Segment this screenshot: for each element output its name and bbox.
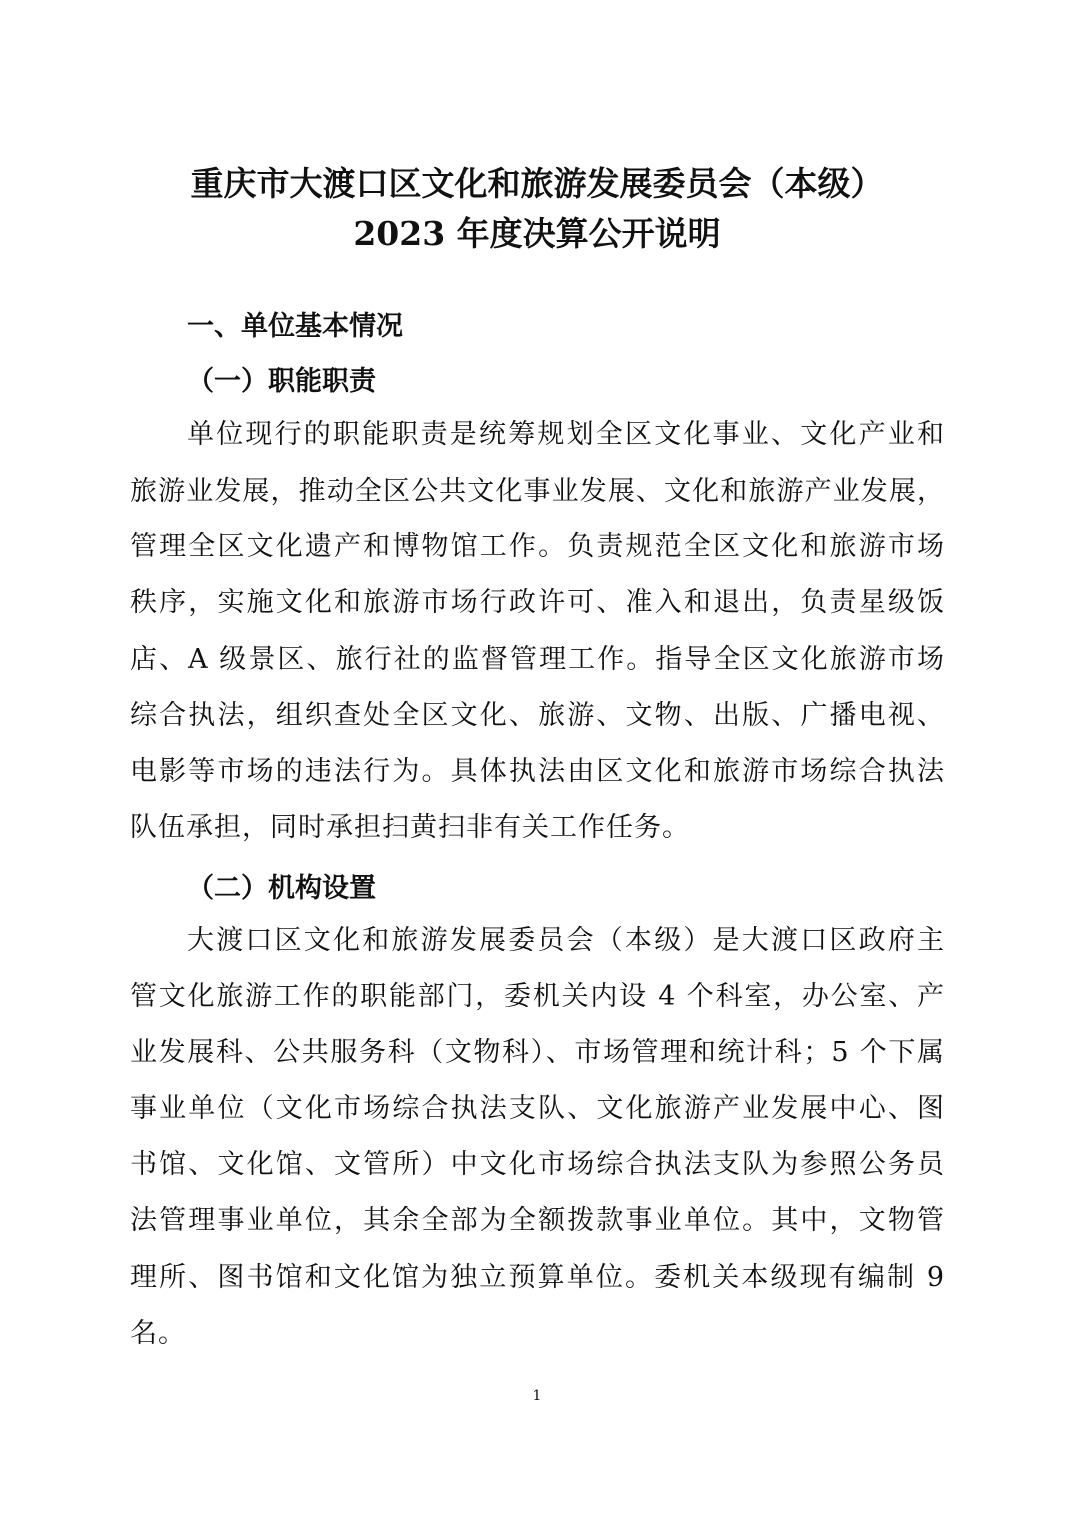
- text-line: 管理全区文化遗产和博物馆工作。负责规范全区文化和旅游市场: [130, 531, 945, 562]
- document-title-line-1: 重庆市大渡口区文化和旅游发展委员会（本级）: [190, 164, 884, 203]
- text-line: 管文化旅游工作的职能部门，委机关内设 4 个科室，办公室、产: [130, 981, 945, 1012]
- section-heading: 一、单位基本情况: [187, 311, 403, 342]
- text-line: 店、A 级景区、旅行社的监督管理工作。指导全区文化旅游市场: [130, 644, 945, 675]
- subsection-heading-organization: （二）机构设置: [187, 873, 376, 904]
- text-line: 法管理事业单位，其余全部为全额拨款事业单位。其中，文物管: [130, 1205, 945, 1236]
- text-line: 大渡口区文化和旅游发展委员会（本级）是大渡口区政府主: [187, 925, 945, 956]
- text-line: 电影等市场的违法行为。具体执法由区文化和旅游市场综合执法: [130, 756, 945, 787]
- text-line: 名。: [130, 1318, 186, 1349]
- text-line: 事业单位（文化市场综合执法支队、文化旅游产业发展中心、图: [130, 1093, 945, 1124]
- text-line: 业发展科、公共服务科（文物科）、市场管理和统计科；5 个下属: [130, 1037, 945, 1068]
- text-line: 队伍承担，同时承担扫黄扫非有关工作任务。: [130, 812, 690, 843]
- subsection-heading-functions: （一）职能职责: [187, 366, 376, 397]
- page-number: 1: [532, 1388, 542, 1404]
- text-line: 秩序，实施文化和旅游市场行政许可、准入和退出，负责星级饭: [130, 587, 945, 618]
- document-title-line-2: 2023 年度决算公开说明: [353, 214, 721, 253]
- text-line: 综合执法，组织查处全区文化、旅游、文物、出版、广播电视、: [130, 700, 945, 731]
- text-line: 书馆、文化馆、文管所）中文化市场综合执法支队为参照公务员: [130, 1149, 945, 1180]
- text-line: 旅游业发展，推动全区公共文化事业发展、文化和旅游产业发展，: [130, 476, 945, 507]
- text-line: 单位现行的职能职责是统筹规划全区文化事业、文化产业和: [187, 419, 945, 450]
- text-line: 理所、图书馆和文化馆为独立预算单位。委机关本级现有编制 9: [130, 1262, 945, 1293]
